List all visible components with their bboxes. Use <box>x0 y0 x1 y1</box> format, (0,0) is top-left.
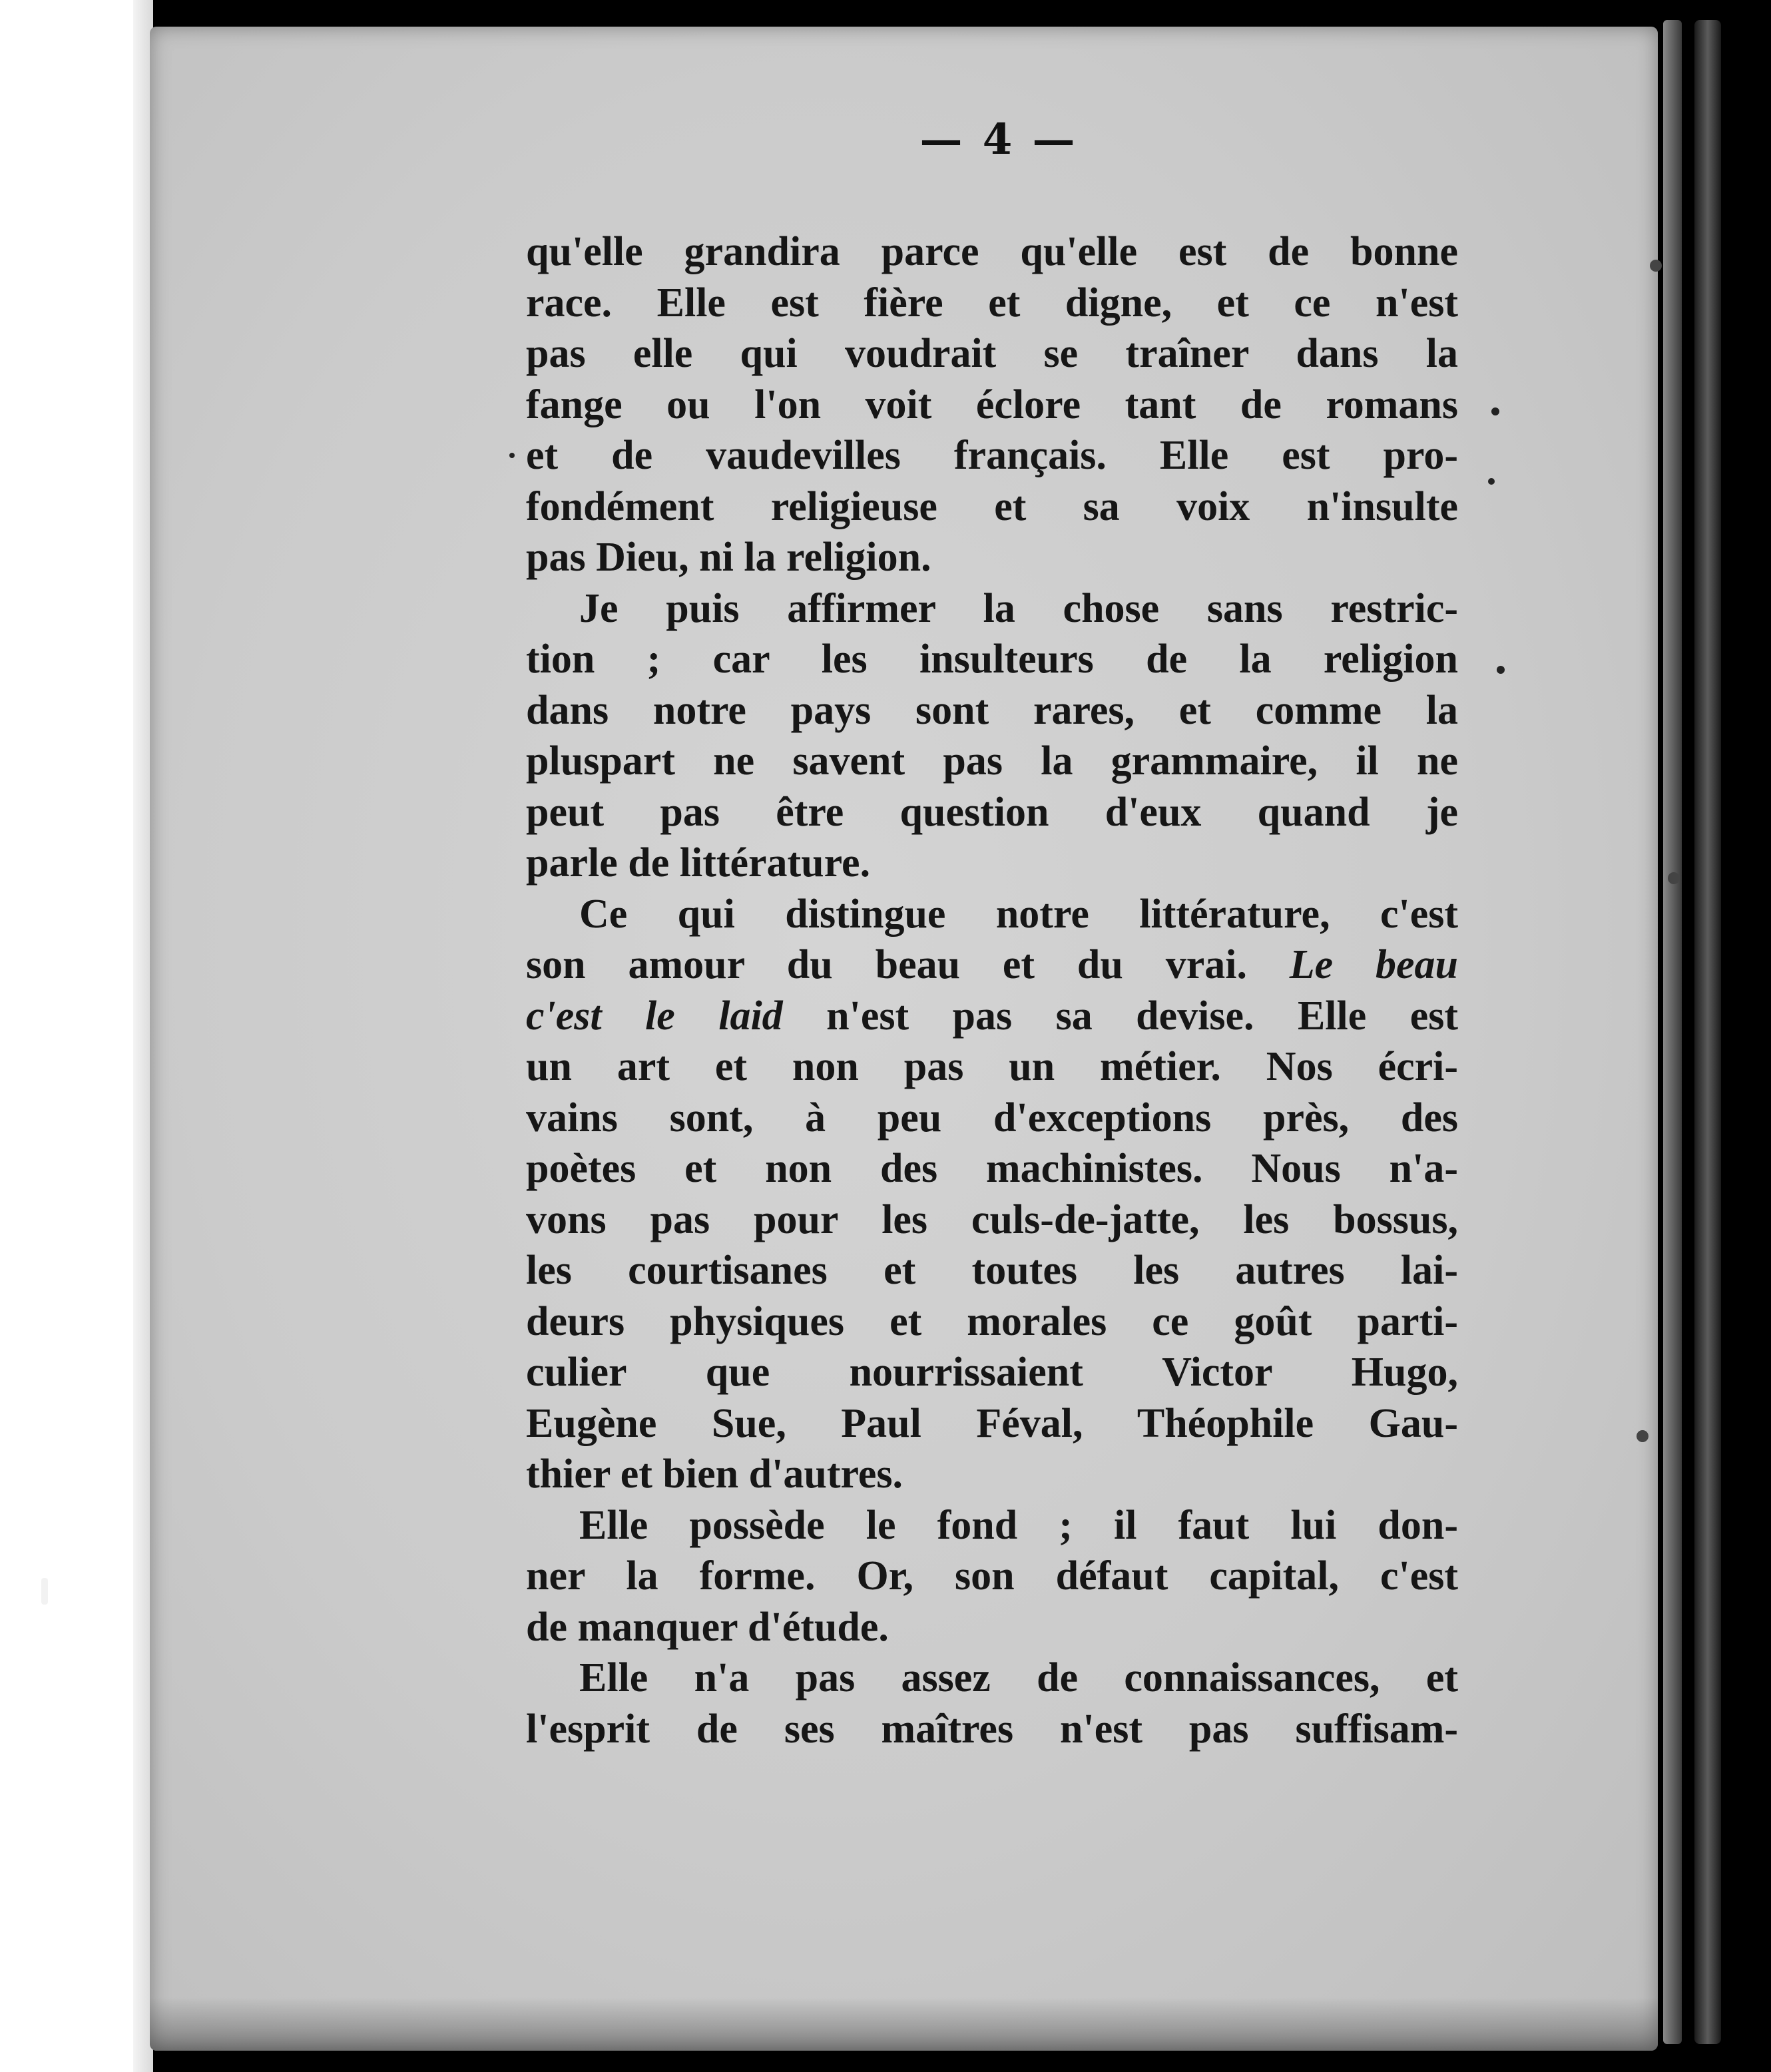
body-text <box>526 226 1458 1754</box>
text-segment: fange ou l'on voit éclore tant de romans <box>526 382 1458 427</box>
text-line <box>526 889 1458 940</box>
text-line <box>526 1143 1458 1194</box>
text-segment: parle de littérature. <box>526 840 871 886</box>
text-line <box>526 226 1458 278</box>
text-line <box>526 1296 1458 1348</box>
text-line <box>526 1602 1458 1653</box>
text-segment: Elle n'a pas assez de connaissances, et <box>579 1655 1458 1700</box>
text-segment: Je puis affirmer la chose sans restric- <box>579 585 1458 631</box>
text-line <box>526 1245 1458 1296</box>
text-segment: tion ; car les insulteurs de la religion <box>526 637 1458 682</box>
text-line <box>526 634 1458 685</box>
text-segment: n'est pas sa devise. Elle est <box>782 993 1459 1039</box>
text-segment: ner la forme. Or, son défaut capital, c'est <box>526 1553 1458 1599</box>
text-segment: Ce qui distingue notre littérature, c'est <box>579 891 1458 937</box>
italic-text-segment: Le beau <box>1289 942 1459 987</box>
binding-mark <box>1650 260 1662 272</box>
text-segment: thier et bien d'autres. <box>526 1451 903 1497</box>
scan-speck <box>41 1578 48 1605</box>
text-segment: son amour du beau et du vrai. <box>526 942 1290 987</box>
text-segment: poètes et non des machinistes. Nous n'a- <box>526 1146 1458 1191</box>
page-number: — 4 — <box>919 115 1078 164</box>
scan-speck <box>1491 407 1499 415</box>
text-segment: vons pas pour les culs-de-jatte, les bossus, <box>526 1196 1458 1242</box>
text-segment: et de vaudevilles français. Elle est pro- <box>526 433 1458 478</box>
text-line <box>526 1551 1458 1602</box>
page-bottom-shadow <box>150 1997 1658 2051</box>
text-line <box>526 1500 1458 1551</box>
binding-gutter-strip <box>1694 20 1721 2044</box>
scan-speck <box>509 453 515 458</box>
text-line <box>526 328 1458 380</box>
text-segment: pluspart ne savent pas la grammaire, il ne <box>526 738 1458 784</box>
text-line <box>526 1093 1458 1144</box>
text-segment: pas Dieu, ni la religion. <box>526 535 931 580</box>
text-segment: vains sont, à peu d'exceptions près, des <box>526 1095 1458 1141</box>
scanner-background-left <box>0 0 133 2072</box>
text-segment: dans notre pays sont rares, et comme la <box>526 687 1458 733</box>
binding-mark <box>1637 1430 1648 1442</box>
text-segment: fondément religieuse et sa voix n'insulte <box>526 483 1458 529</box>
text-line <box>526 991 1458 1042</box>
text-line <box>526 685 1458 736</box>
text-segment: race. Elle est fière et digne, et ce n'est <box>526 280 1458 326</box>
text-line <box>526 532 1458 583</box>
text-line <box>526 1653 1458 1704</box>
text-line <box>526 838 1458 889</box>
scan-speck <box>1497 666 1505 674</box>
text-segment: peut pas être question d'eux quand je <box>526 789 1458 835</box>
text-line <box>526 1704 1458 1755</box>
text-line <box>526 430 1458 481</box>
text-line <box>526 1194 1458 1246</box>
text-line <box>526 736 1458 787</box>
text-line <box>526 939 1458 991</box>
text-segment: culier que nourrissaient Victor Hugo, <box>526 1350 1458 1395</box>
text-line <box>526 1449 1458 1500</box>
text-segment: deurs physiques et morales ce goût parti- <box>526 1298 1458 1344</box>
text-line <box>526 1347 1458 1398</box>
text-segment: de manquer d'étude. <box>526 1604 889 1650</box>
text-segment: Eugène Sue, Paul Féval, Théophile Gau- <box>526 1400 1458 1446</box>
scan-speck <box>1488 478 1495 485</box>
text-line <box>526 583 1458 635</box>
text-line <box>526 1041 1458 1093</box>
text-segment: Elle possède le fond ; il faut lui don- <box>579 1502 1458 1548</box>
binding-edge-strip <box>1663 20 1682 2044</box>
text-line <box>526 380 1458 431</box>
text-line <box>526 1398 1458 1449</box>
text-line <box>526 278 1458 329</box>
binding-mark <box>1668 872 1680 884</box>
text-segment: les courtisanes et toutes les autres lai- <box>526 1248 1458 1293</box>
text-line <box>526 787 1458 838</box>
italic-text-segment: c'est le laid <box>526 993 783 1039</box>
text-segment: un art et non pas un métier. Nos écri- <box>526 1044 1458 1089</box>
text-segment: l'esprit de ses maîtres n'est pas suffisam- <box>526 1706 1458 1752</box>
text-segment: qu'elle grandira parce qu'elle est de bonne <box>526 229 1458 274</box>
text-segment: pas elle qui voudrait se traîner dans la <box>526 331 1458 376</box>
text-line <box>526 481 1458 533</box>
